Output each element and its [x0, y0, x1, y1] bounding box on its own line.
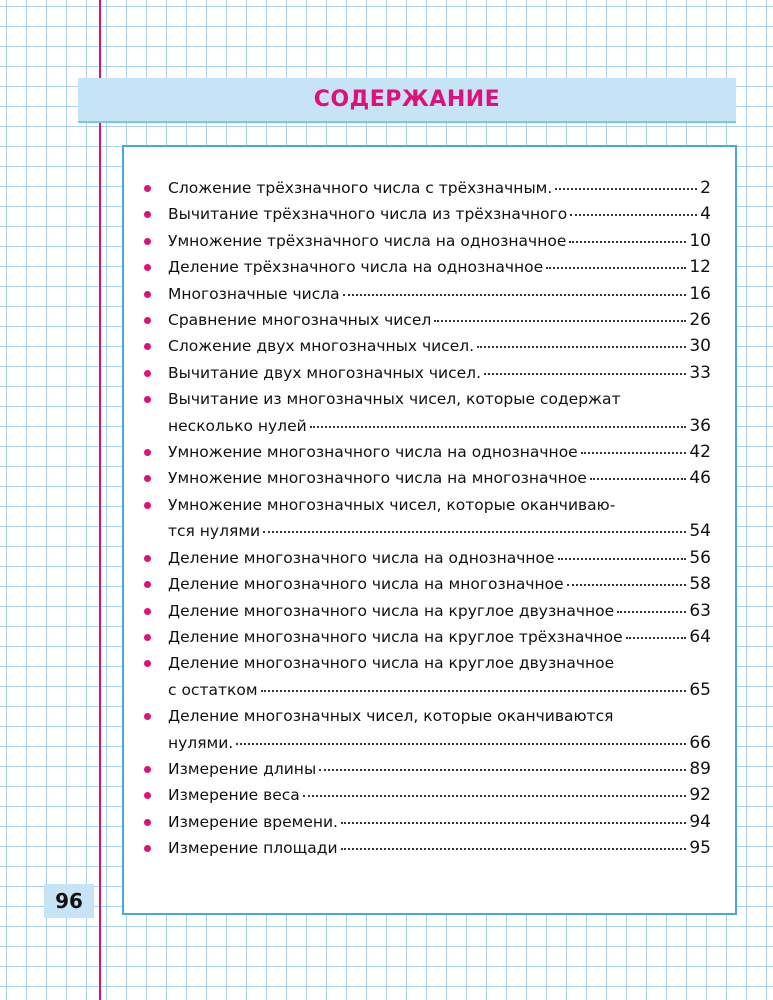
toc-item-title: с остатком: [168, 680, 258, 699]
toc-item-title: Умножение трёхзначного числа на однозначное: [168, 231, 567, 250]
toc-item[interactable]: [142, 175, 711, 201]
toc-item-page: 10: [689, 230, 711, 251]
toc-item[interactable]: [142, 835, 711, 861]
toc-leader-dots: [581, 437, 687, 455]
toc-item[interactable]: [142, 703, 711, 756]
toc-item-page: 2: [700, 178, 711, 198]
toc-line: [168, 624, 711, 650]
toc-item[interactable]: [142, 281, 711, 307]
toc-leader-dots: [341, 806, 686, 824]
toc-leader-dots: [341, 833, 687, 851]
toc-line: [168, 571, 711, 597]
toc-item[interactable]: [142, 307, 711, 333]
toc-line: [168, 360, 711, 386]
bullet-icon: [144, 238, 151, 245]
toc-item-title: Измерение времени.: [168, 812, 338, 831]
toc-item[interactable]: [142, 201, 711, 227]
bullet-icon: [144, 291, 151, 298]
toc-line: [168, 518, 711, 544]
toc-item-page: 64: [689, 626, 711, 647]
toc-item[interactable]: [142, 809, 711, 835]
toc-line: [168, 333, 711, 359]
toc-line: [168, 307, 711, 333]
toc-item-page: 95: [689, 838, 711, 859]
bullet-icon: [144, 766, 151, 773]
toc-line: [168, 650, 711, 676]
toc-item-title: нулями.: [168, 733, 234, 752]
toc-line: [168, 809, 711, 835]
bullet-icon: [144, 555, 151, 562]
toc-leader-dots: [546, 252, 686, 270]
toc-leader-dots: [343, 278, 687, 296]
toc-item-page: 94: [689, 811, 711, 832]
toc-item-page: 92: [689, 785, 711, 806]
toc-line: [168, 386, 711, 412]
toc-item[interactable]: [142, 650, 711, 703]
toc-item-page: 46: [689, 468, 711, 489]
bullet-icon: [144, 608, 151, 615]
toc-item-title: Деление многозначных чисел, которые оканчиваются: [168, 707, 614, 726]
toc-item-title: Сравнение многозначных чисел: [168, 311, 432, 330]
toc-line: [168, 439, 711, 465]
toc-item-page: 26: [689, 310, 711, 331]
toc-leader-dots: [236, 727, 686, 745]
toc-line: [168, 545, 711, 571]
bullet-icon: [144, 819, 151, 826]
toc-item[interactable]: [142, 545, 711, 571]
bullet-icon: [144, 845, 151, 852]
toc-item-page: 42: [689, 442, 711, 463]
toc-item-title: Деление многозначного числа на круглое трёхзначное: [168, 627, 623, 646]
toc-line: [168, 413, 711, 439]
title-bar: [78, 78, 736, 123]
toc-item-page: 4: [700, 204, 711, 225]
bullet-icon: [144, 713, 151, 720]
toc-item-page: 56: [689, 547, 711, 568]
bullet-icon: [144, 660, 151, 667]
toc-item-title: Умножение многозначного числа на однозначное: [168, 443, 578, 462]
toc-item-page: 30: [689, 336, 711, 357]
toc-line: [168, 677, 711, 703]
toc-line: [168, 281, 711, 307]
toc-item-title: Многозначные числа: [168, 284, 340, 303]
toc-leader-dots: [570, 199, 697, 217]
bullet-icon: [144, 317, 151, 324]
toc-line: [168, 703, 711, 729]
toc-leader-dots: [303, 780, 687, 798]
page-title: СОДЕРЖАНИЕ: [313, 87, 501, 112]
toc-line: [168, 201, 711, 227]
toc-leader-dots: [263, 516, 686, 534]
toc-leader-dots: [261, 674, 687, 692]
toc-item-title: Умножение многозначного числа на многозначное: [168, 469, 587, 488]
toc-item[interactable]: [142, 782, 711, 808]
toc-item-title: Измерение веса: [168, 786, 300, 805]
bullet-icon: [144, 370, 151, 377]
toc-line: [168, 756, 711, 782]
toc-box: [122, 145, 737, 915]
toc-item[interactable]: [142, 254, 711, 280]
toc-leader-dots: [319, 753, 686, 771]
toc-item-title: несколько нулей: [168, 416, 307, 435]
toc-item[interactable]: [142, 439, 711, 465]
toc-line: [168, 175, 711, 201]
toc-item-title: Вычитание трёхзначного числа из трёхзначного: [168, 205, 568, 224]
toc-leader-dots: [310, 410, 687, 428]
toc-item[interactable]: [142, 756, 711, 782]
toc-leader-dots: [626, 621, 687, 639]
toc-item-title: Деление многозначного числа на круглое двузначное: [168, 601, 615, 620]
toc-item-title: Сложение трёхзначного числа с трёхзначным.: [168, 179, 553, 197]
bullet-icon: [144, 343, 151, 350]
toc-item-page: 54: [689, 521, 711, 542]
toc-item[interactable]: [142, 228, 711, 254]
toc-item[interactable]: [142, 492, 711, 545]
toc-item[interactable]: [142, 598, 711, 624]
bullet-icon: [144, 475, 151, 482]
toc-item[interactable]: [142, 624, 711, 650]
toc-leader-dots: [434, 305, 686, 323]
toc-item-page: 33: [689, 362, 711, 383]
toc-item-title: Деление многозначного числа на многозначное: [168, 575, 564, 594]
toc-item-page: 66: [689, 732, 711, 753]
toc-item-title: Сложение двух многозначных чисел.: [168, 337, 475, 356]
toc-item-title: Деление многозначного числа на однозначное: [168, 548, 555, 567]
page-margin-line: [99, 0, 101, 1000]
toc-item-page: 89: [689, 758, 711, 779]
toc-leader-dots: [484, 357, 686, 375]
toc-leader-dots: [477, 331, 686, 349]
toc-item-title: тся нулями: [168, 522, 261, 541]
toc-line: [168, 835, 711, 861]
toc-line: [168, 465, 711, 491]
toc-line: [168, 228, 711, 254]
toc-list: [142, 175, 711, 862]
bullet-icon: [144, 792, 151, 799]
toc-item[interactable]: [142, 465, 711, 491]
toc-item-page: 65: [689, 679, 711, 700]
toc-leader-dots: [558, 542, 687, 560]
toc-item-page: 63: [689, 600, 711, 621]
toc-line: [168, 598, 711, 624]
toc-line: [168, 254, 711, 280]
toc-item[interactable]: [142, 386, 711, 439]
toc-leader-dots: [617, 595, 686, 613]
toc-item[interactable]: [142, 360, 711, 386]
toc-item-title: Вычитание из многозначных чисел, которые содержат: [168, 390, 621, 409]
toc-item-title: Деление многозначного числа на круглое двузначное: [168, 654, 615, 673]
bullet-icon: [144, 185, 151, 192]
toc-line: [168, 782, 711, 808]
toc-leader-dots: [567, 569, 687, 587]
bullet-icon: [144, 211, 151, 218]
toc-item-title: Умножение многозначных чисел, которые оканчиваю-: [168, 495, 616, 514]
toc-item-title: Измерение длины: [168, 759, 317, 778]
toc-item-title: Деление трёхзначного числа на однозначное: [168, 258, 544, 277]
bullet-icon: [144, 396, 151, 403]
bullet-icon: [144, 264, 151, 271]
bullet-icon: [144, 449, 151, 456]
toc-leader-dots: [555, 173, 697, 191]
toc-item-title: Вычитание двух многозначных чисел.: [168, 363, 481, 382]
toc-item-page: 16: [689, 283, 711, 304]
toc-item[interactable]: [142, 571, 711, 597]
toc-item-title: Измерение площади: [168, 839, 338, 858]
toc-line: [168, 730, 711, 756]
toc-leader-dots: [569, 225, 686, 243]
bullet-icon: [144, 634, 151, 641]
bullet-icon: [144, 502, 151, 509]
toc-leader-dots: [590, 463, 687, 481]
toc-line: [168, 492, 711, 518]
toc-item[interactable]: [142, 333, 711, 359]
page-number-badge: 96: [44, 884, 94, 918]
bullet-icon: [144, 581, 151, 588]
toc-item-page: 12: [689, 257, 711, 278]
toc-item-page: 58: [689, 574, 711, 595]
toc-item-page: 36: [689, 415, 711, 436]
